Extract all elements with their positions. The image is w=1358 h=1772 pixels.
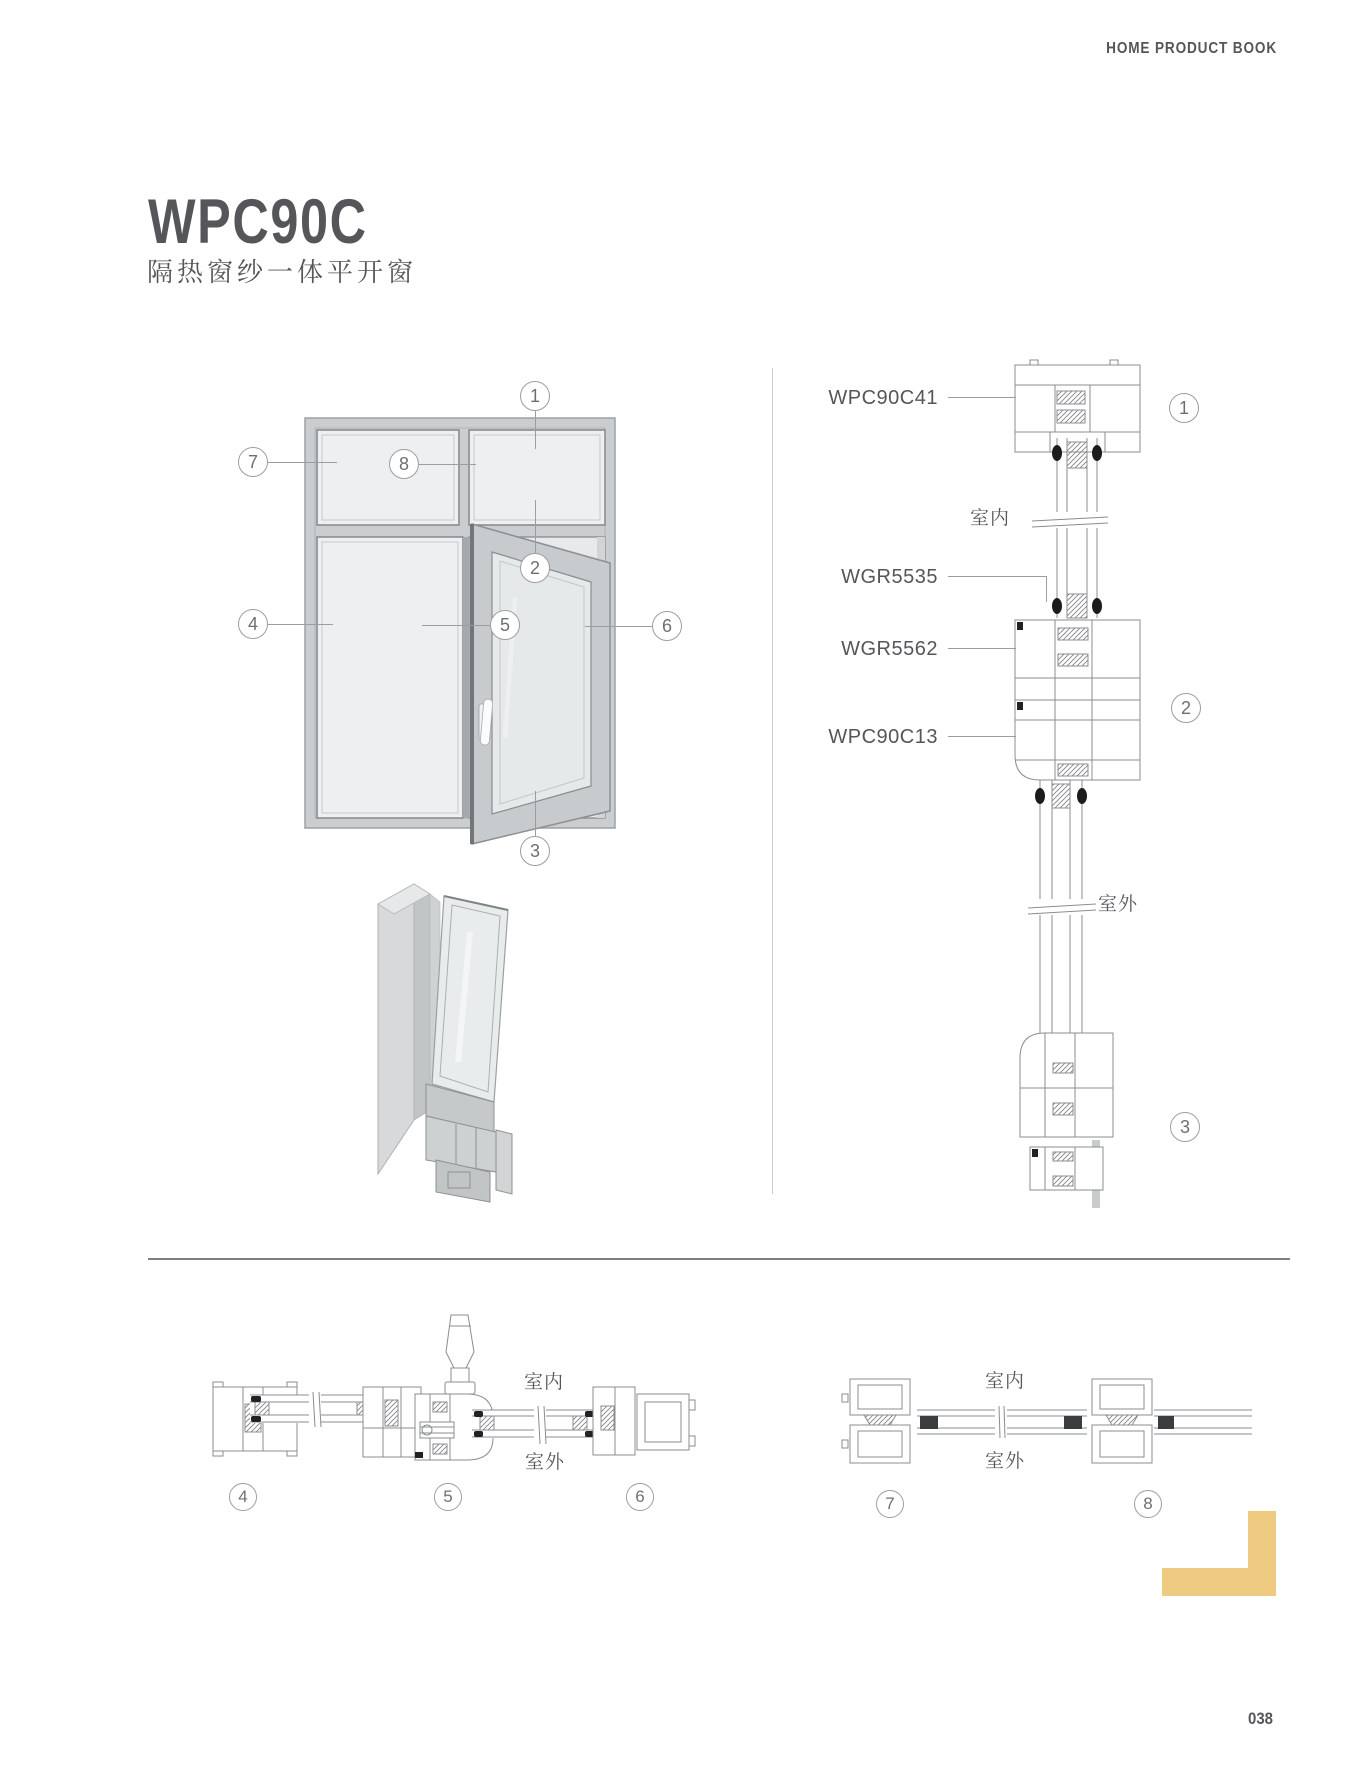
leader-line [948, 648, 1016, 649]
vs-callout-3: 3 [1170, 1112, 1200, 1142]
vs-callout-1: 1 [1169, 393, 1199, 423]
callout-7: 7 [238, 447, 268, 477]
horizontal-section-right [840, 1368, 1254, 1474]
glazing-pane [432, 896, 508, 1102]
leader-line [948, 736, 1016, 737]
section-rule [148, 1258, 1290, 1260]
br-callout-8: 8 [1134, 1490, 1162, 1518]
hs-mullion-mid [363, 1387, 421, 1457]
vs-profile-bottom [1020, 1033, 1113, 1208]
vs-outdoor-label: 室外 [1098, 894, 1139, 915]
vs-profile-transom [1015, 620, 1140, 700]
callout-5: 5 [490, 610, 520, 640]
product-subtitle: 隔热窗纱一体平开窗 [147, 257, 418, 287]
profile-3d-render [370, 872, 550, 1212]
label-wgr5562: WGR5562 [841, 638, 938, 660]
book-title: HOME PRODUCT BOOK [1106, 40, 1277, 57]
hs2-glass-right [1154, 1410, 1252, 1435]
br-indoor-label: 室内 [985, 1371, 1026, 1392]
leader-line [422, 625, 490, 626]
hs-handle [445, 1315, 475, 1394]
vs-callout-2: 2 [1171, 693, 1201, 723]
bl-callout-4: 4 [229, 1483, 257, 1511]
callout-3: 3 [520, 836, 550, 866]
hs-glass-fixed [250, 1391, 373, 1427]
leader-line [535, 791, 536, 836]
horizontal-section-left [205, 1308, 705, 1476]
hs2-mullion-8 [1092, 1379, 1152, 1463]
leader-line [268, 624, 333, 625]
vertical-section-drawing [1000, 358, 1160, 1218]
leader-line [948, 397, 1016, 398]
leader-line [535, 500, 536, 553]
br-outdoor-label: 室外 [985, 1451, 1026, 1472]
callout-2: 2 [520, 553, 550, 583]
vs-glass-lower [1026, 780, 1098, 1064]
vs-indoor-label: 室内 [970, 508, 1011, 529]
leader-line [948, 576, 1046, 577]
leader-line [585, 626, 652, 627]
bl-callout-5: 5 [434, 1483, 462, 1511]
callout-6: 6 [652, 611, 682, 641]
callout-8: 8 [389, 449, 419, 479]
profile-sill [426, 1084, 512, 1202]
leader-line [1046, 576, 1047, 602]
bl-indoor-label: 室内 [524, 1372, 565, 1393]
bl-outdoor-label: 室外 [525, 1452, 566, 1473]
hs2-mullion-7 [842, 1379, 910, 1463]
accent-corner-vertical [1248, 1511, 1276, 1596]
vs-glass-upper [1030, 438, 1110, 618]
br-callout-7: 7 [876, 1490, 904, 1518]
hs2-glass-left [917, 1405, 1087, 1439]
bl-callout-6: 6 [626, 1483, 654, 1511]
callout-4: 4 [238, 609, 268, 639]
label-wgr5535: WGR5535 [841, 566, 938, 588]
window-overview-illustration [303, 416, 617, 858]
column-divider [772, 368, 773, 1194]
leader-line [419, 464, 476, 465]
vs-profile-frame [1015, 700, 1140, 780]
leader-line [535, 411, 536, 449]
vs-profile-head [1015, 360, 1140, 452]
product-model-title: WPC90C [148, 187, 368, 257]
leader-line [268, 462, 337, 463]
label-wpc90c13: WPC90C13 [828, 726, 938, 748]
callout-1: 1 [520, 381, 550, 411]
page-number: 038 [1248, 1709, 1273, 1728]
hs-frame-right [593, 1387, 695, 1455]
label-wpc90c41: WPC90C41 [828, 387, 938, 409]
